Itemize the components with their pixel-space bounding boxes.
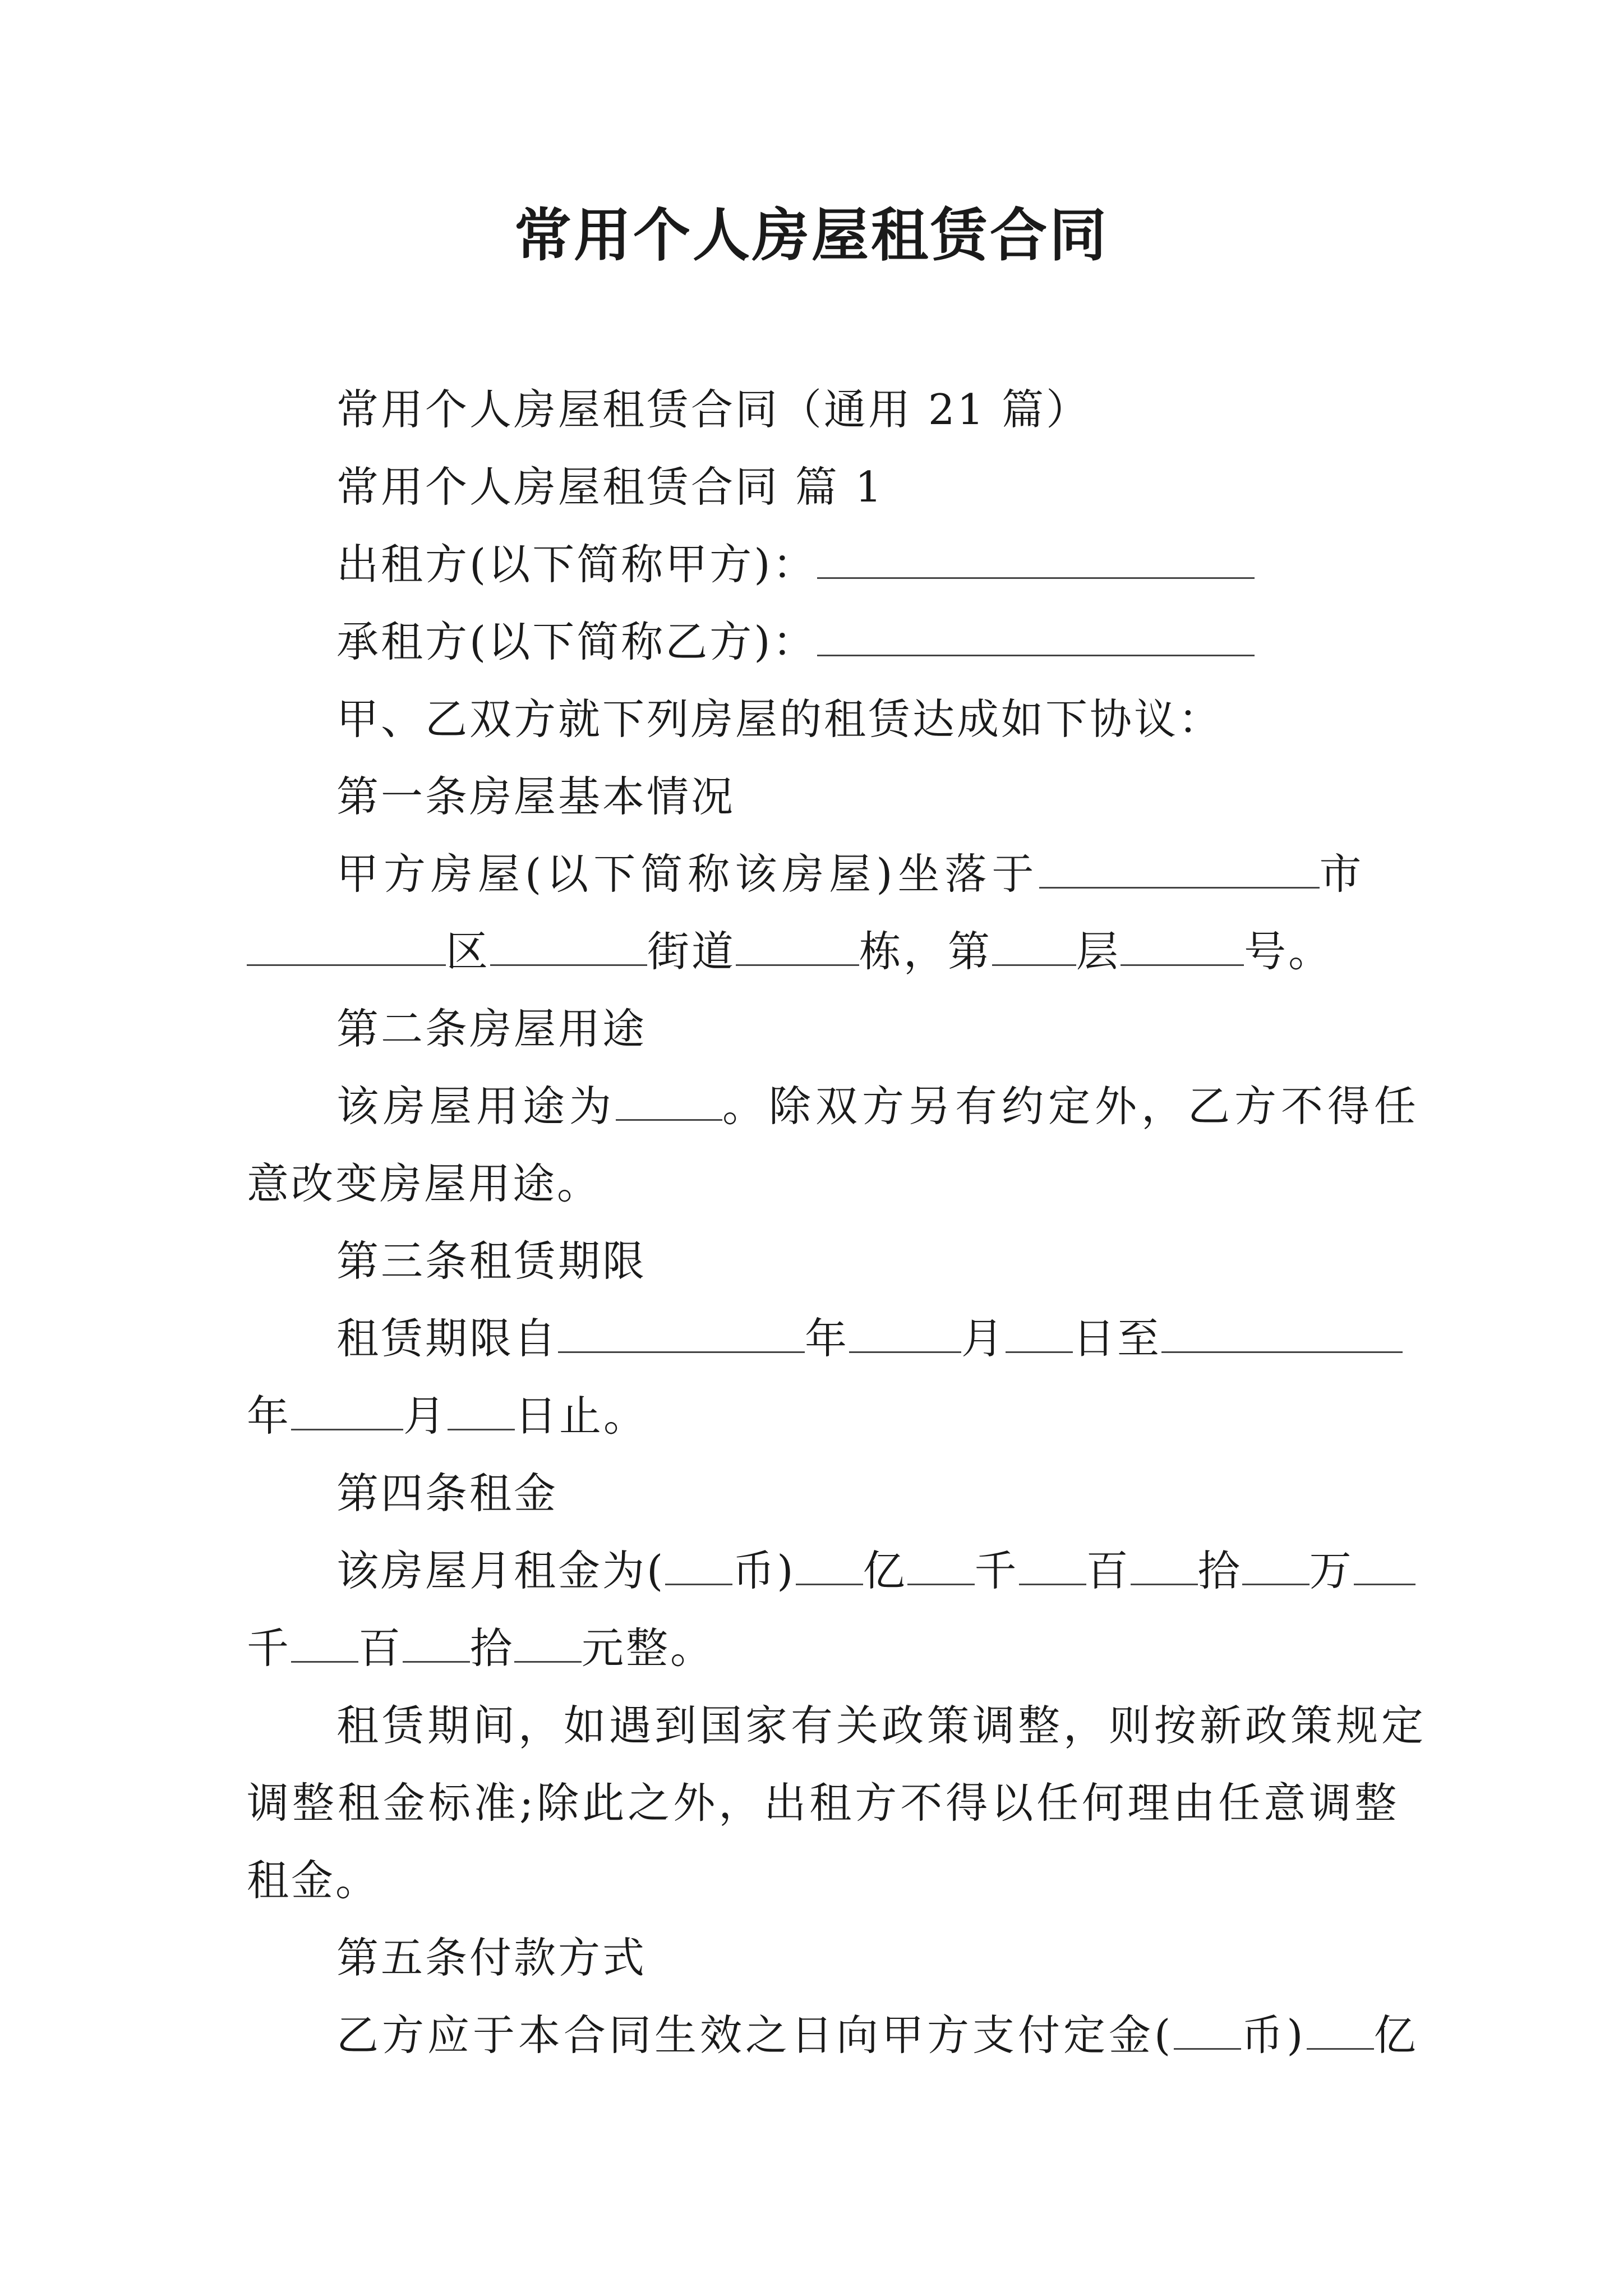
- usage-text: 该房屋用途为: [336, 1082, 616, 1131]
- rent-yi-label: 亿: [863, 1546, 907, 1595]
- rent-currency-blank[interactable]: [665, 1543, 732, 1585]
- article1-line1: [336, 846, 1367, 902]
- rent-bai2-label: 百: [358, 1623, 403, 1673]
- deposit-yi-label: 亿: [1373, 2010, 1419, 2060]
- city-blank[interactable]: [1039, 846, 1320, 889]
- rent-shi2-blank[interactable]: [403, 1621, 470, 1663]
- article4-rent-line2: [247, 1620, 714, 1676]
- article4-para2-line2: 调整租金标准;除此之外，出租方不得以任何理由任意调整: [247, 1778, 1400, 1828]
- document-title: 常用个人房屋租赁合同: [514, 202, 1109, 269]
- district-blank[interactable]: [490, 924, 647, 966]
- street-label: 街道: [647, 927, 736, 976]
- section-heading: 常用个人房屋租赁合同 篇 1: [336, 462, 884, 512]
- rent-wan-blank[interactable]: [1242, 1543, 1310, 1585]
- day-to-label: 日至: [1073, 1314, 1162, 1363]
- city-label: 市: [1319, 849, 1367, 899]
- rent-wan-label: 万: [1309, 1546, 1354, 1595]
- city-name-blank[interactable]: [247, 924, 446, 966]
- article4-para2-line3: 租金。: [247, 1856, 380, 1905]
- article1-line2: [247, 923, 1332, 979]
- rent-text: 该房屋月租金为(: [336, 1546, 666, 1595]
- floor-blank[interactable]: [992, 924, 1076, 966]
- rent-shi-blank[interactable]: [1131, 1543, 1198, 1585]
- lessee-blank[interactable]: [817, 614, 1255, 656]
- start-month-blank[interactable]: [849, 1311, 961, 1353]
- rent-currency-label: 币): [732, 1546, 796, 1595]
- street-blank[interactable]: [736, 924, 859, 966]
- rent-yi-blank[interactable]: [796, 1543, 863, 1585]
- lessee-label: 承租方(以下简称乙方)：: [336, 617, 817, 666]
- rent-shi2-label: 拾: [470, 1623, 515, 1673]
- end-month-label: 月: [403, 1391, 448, 1441]
- article4-heading: 第四条租金: [336, 1469, 559, 1518]
- rent-bai-label: 百: [1086, 1546, 1131, 1595]
- lessee-line: [336, 614, 1255, 670]
- district-label: 区: [446, 927, 491, 976]
- rent-yuan-blank[interactable]: [514, 1621, 582, 1663]
- usage-text-cont: 。除双方另有约定外，乙方不得任: [722, 1082, 1421, 1131]
- article5-heading: 第五条付款方式: [336, 1933, 647, 1982]
- article2-line1: [336, 1078, 1421, 1134]
- rent-qian2-label: 千: [247, 1623, 292, 1673]
- deposit-currency-blank[interactable]: [1174, 2008, 1241, 2050]
- deposit-currency-label: 币): [1241, 2010, 1307, 2060]
- term-text: 租赁期限自: [336, 1314, 559, 1363]
- lessor-blank[interactable]: [817, 537, 1255, 579]
- end-day-blank[interactable]: [448, 1388, 515, 1430]
- article3-line1: [336, 1310, 1403, 1366]
- start-year-blank[interactable]: [558, 1311, 805, 1353]
- article3-line2: [247, 1388, 648, 1444]
- deposit-yi-blank[interactable]: [1307, 2008, 1374, 2050]
- article4-rent-line1: [336, 1543, 1415, 1599]
- agreement-intro: 甲、乙双方就下列房屋的租赁达成如下协议：: [336, 694, 1223, 744]
- subtitle: 常用个人房屋租赁合同（通用 21 篇）: [336, 385, 1091, 434]
- end-month-blank[interactable]: [291, 1388, 403, 1430]
- deposit-text: 乙方应于本合同生效之日向甲方支付定金(: [336, 2010, 1174, 2060]
- end-year-label: 年: [247, 1391, 292, 1441]
- article5-line1: [336, 2007, 1419, 2063]
- building-label: 栋，第: [859, 927, 993, 976]
- article2-heading: 第二条房屋用途: [336, 1004, 647, 1053]
- article3-heading: 第三条租赁期限: [336, 1236, 647, 1286]
- rent-bai2-blank[interactable]: [291, 1621, 358, 1663]
- lessor-label: 出租方(以下简称甲方)：: [336, 540, 817, 589]
- start-month-label: 月: [961, 1314, 1006, 1363]
- usage-blank[interactable]: [616, 1079, 722, 1121]
- article1-heading: 第一条房屋基本情况: [336, 772, 736, 821]
- article2-line2: 意改变房屋用途。: [247, 1159, 602, 1208]
- rent-bai-blank[interactable]: [1019, 1543, 1086, 1585]
- start-day-blank[interactable]: [1006, 1311, 1073, 1353]
- rent-shi-label: 拾: [1197, 1546, 1242, 1595]
- rent-qian-blank[interactable]: [907, 1543, 975, 1585]
- rent-yuan-label: 元整。: [582, 1623, 715, 1673]
- rent-qian2-blank[interactable]: [1354, 1543, 1415, 1585]
- number-blank[interactable]: [1121, 924, 1244, 966]
- article4-para2-line1: 租赁期间，如遇到国家有关政策调整，则按新政策规定: [336, 1701, 1427, 1750]
- article1-location-text: 甲方房屋(以下简称该房屋)坐落于: [336, 849, 1039, 899]
- floor-label: 层: [1076, 927, 1121, 976]
- number-label: 号。: [1244, 927, 1333, 976]
- day-end-label: 日止。: [515, 1391, 648, 1441]
- end-year-blank[interactable]: [1161, 1311, 1403, 1353]
- lessor-line: [336, 536, 1255, 592]
- rent-qian-label: 千: [974, 1546, 1019, 1595]
- start-year-label: 年: [805, 1314, 850, 1363]
